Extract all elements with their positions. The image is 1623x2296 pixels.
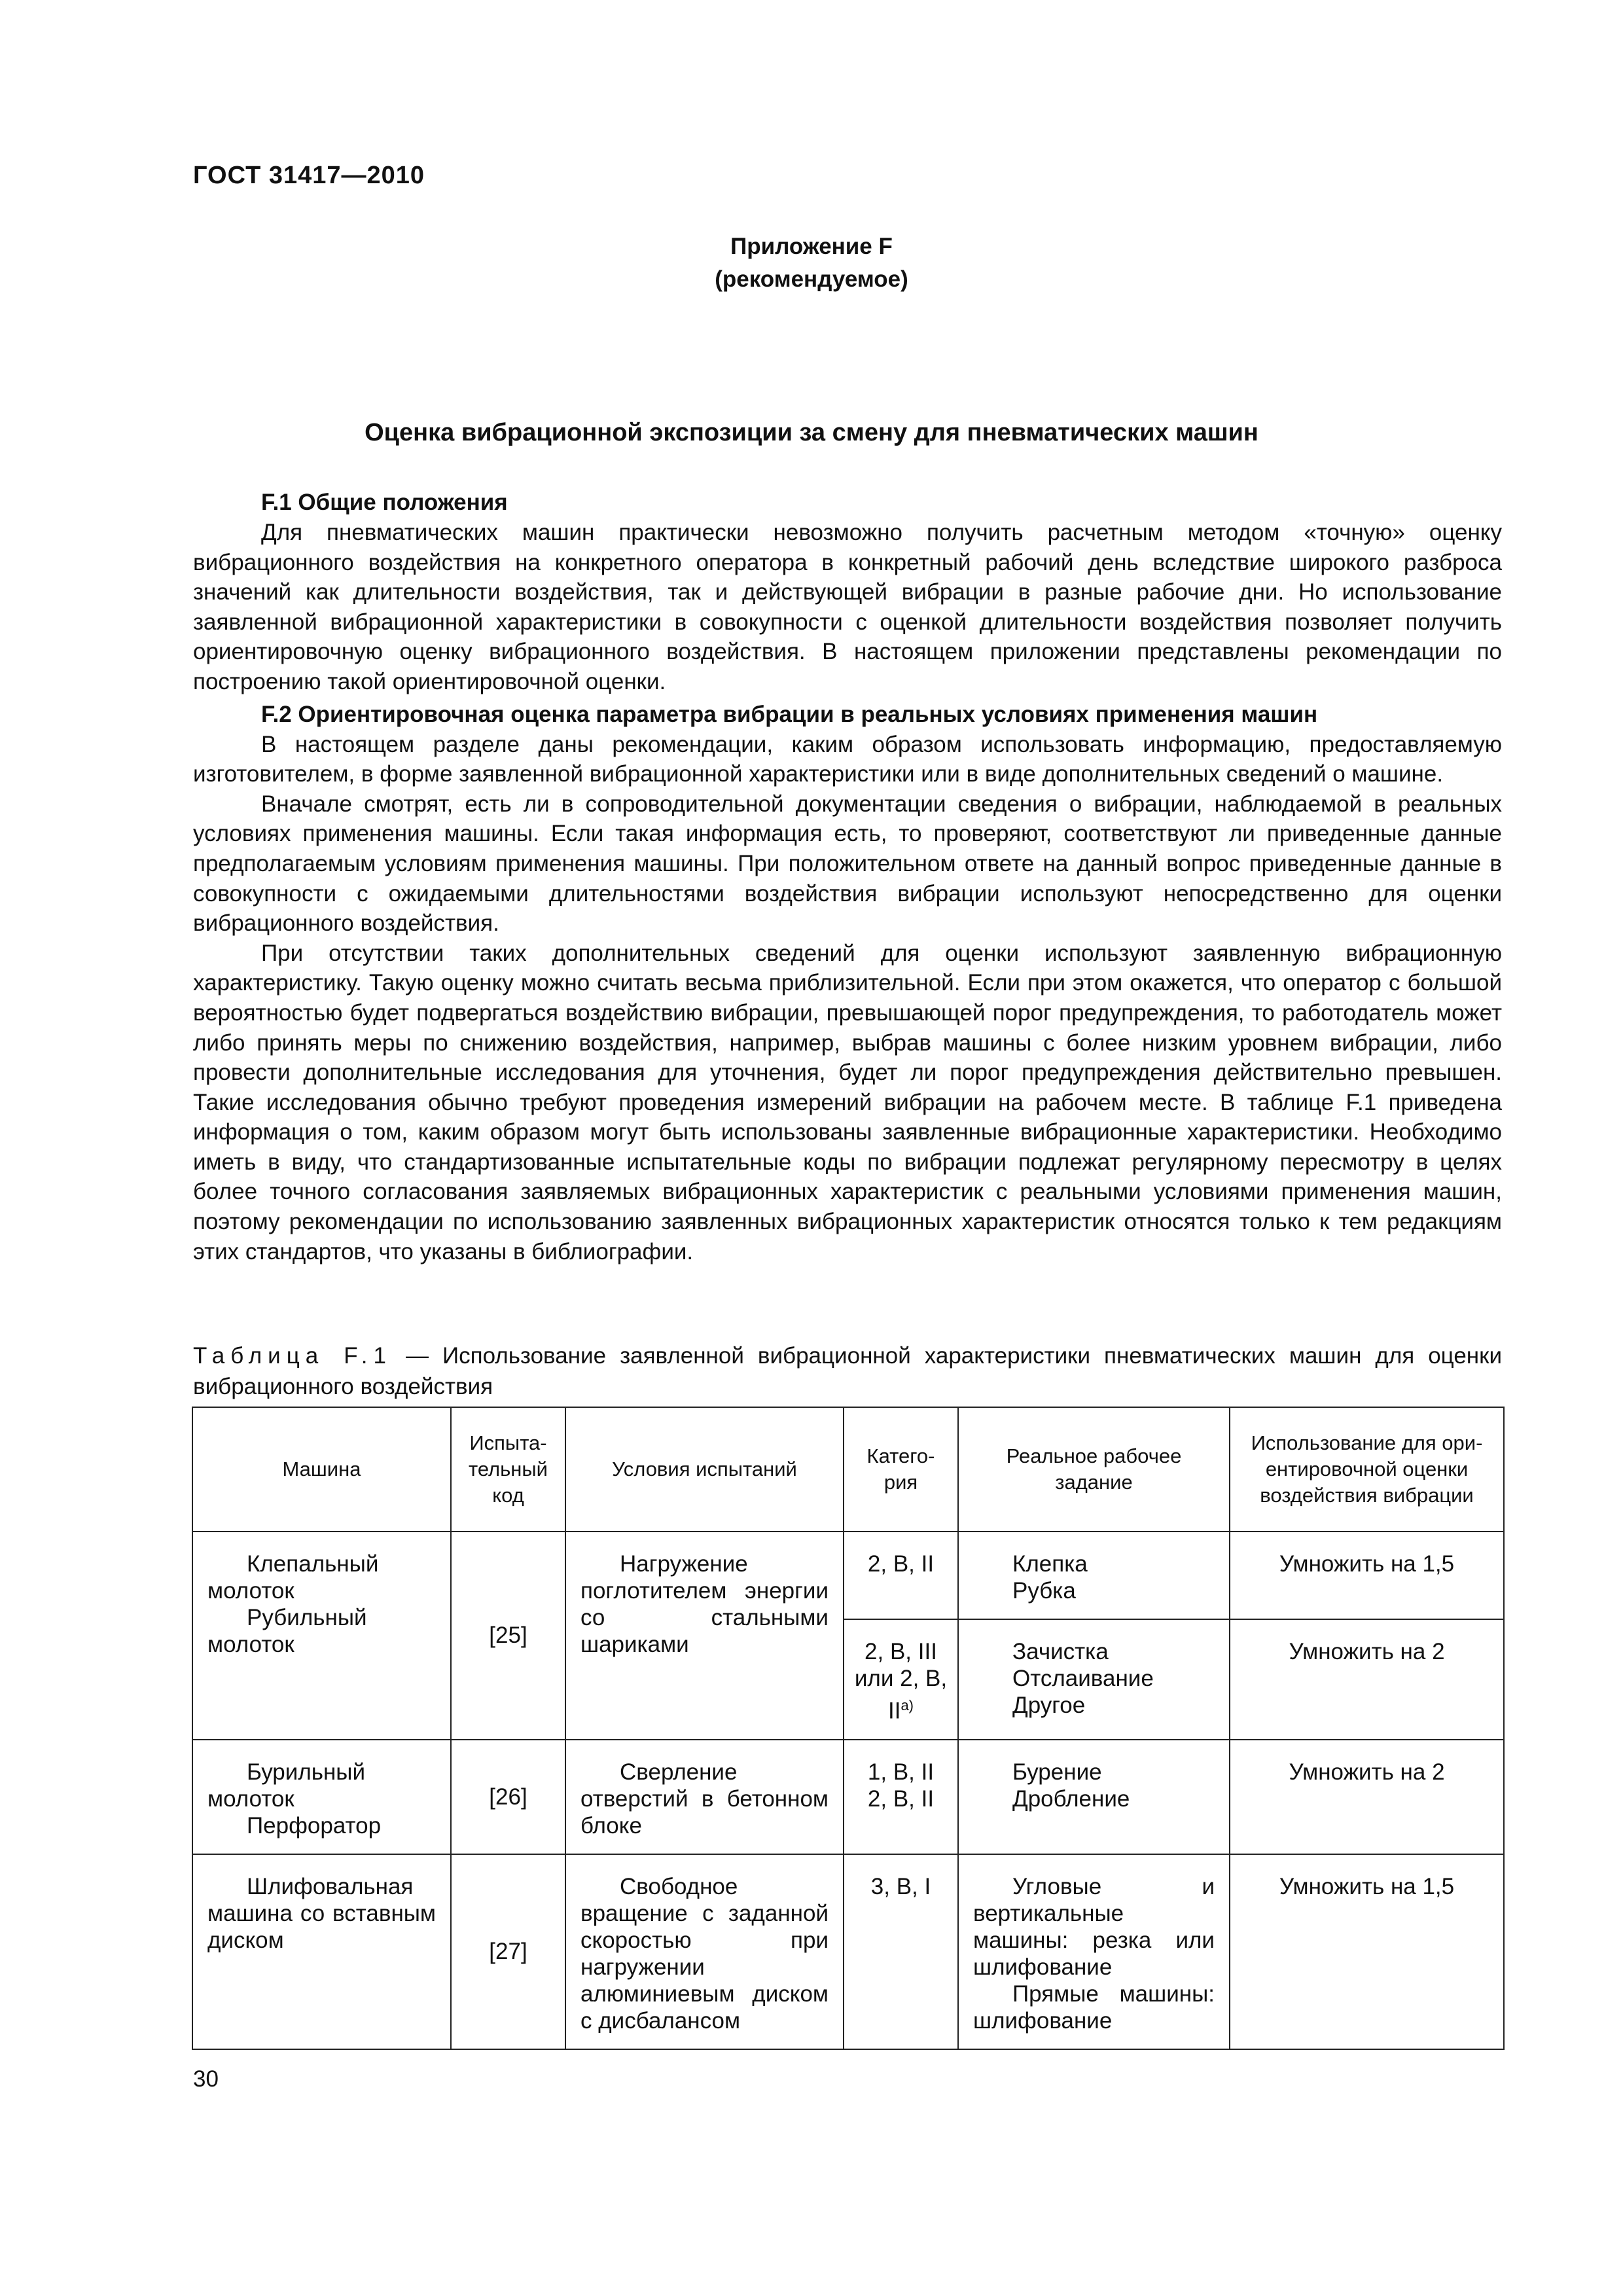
cell-test-conditions: Сверление отверстий в бетонном блоке xyxy=(565,1740,844,1854)
cell-usage: Умножить на 2 xyxy=(1230,1619,1504,1740)
cell-test-code: [25] xyxy=(451,1532,565,1740)
header-usage-line: Использование для ори- xyxy=(1251,1431,1483,1454)
cell-usage: Умножить на 2 xyxy=(1230,1740,1504,1854)
cell-test-conditions: Нагружение поглотителем энергии со стальными шариками xyxy=(565,1532,844,1740)
table-f1 xyxy=(192,1407,1505,2050)
table-container xyxy=(192,1407,1503,2050)
task-item: Отслаивание xyxy=(1012,1666,1154,1691)
machine-name: Бурильный молоток xyxy=(207,1759,366,1812)
category-footnote-mark: a) xyxy=(901,1697,914,1713)
table-row xyxy=(192,1740,1504,1854)
section-f1-heading: F.1 Общие положения xyxy=(261,490,508,515)
cell-category: 2, B, II xyxy=(844,1532,958,1619)
cell-test-code: [26] xyxy=(451,1740,565,1854)
header-test-conditions: Условия испытаний xyxy=(565,1407,844,1532)
table-header-row xyxy=(192,1407,1504,1532)
cell-usage: Умножить на 1,5 xyxy=(1230,1532,1504,1619)
cell-usage: Умножить на 1,5 xyxy=(1230,1854,1504,2049)
header-usage-line: воздействия вибрации xyxy=(1260,1484,1474,1507)
header-test-code-line: Испыта- xyxy=(469,1431,547,1454)
task-item: Клепка xyxy=(1012,1551,1088,1577)
header-test-code-line: тельный xyxy=(468,1458,548,1480)
section-f2-paragraph-3: При отсутствии таких дополнительных сведений для оценки используют заявленную вибрационную характеристику. Такую оценку можно считать весьма приблизительной. Если при этом окажется, что оператор с большой вероятностью будет подвергаться воздействию вибрации, превышающей порог предупреждения, то работодатель может либо принять меры по снижению воздействия, например, выбрав машины с более низким уровнем вибрации, либо провести дополнительные исследования для уточнения, будет ли порог предупреждения действительно превышен. Такие исследования обычно требуют проведения измерений вибрации на рабочем месте. В таблице F.1 приведена информация о том, каким образом могут быть использованы заявленные вибрационные характеристики. Необходимо иметь в виду, что стандартизованные испытательные коды по вибрации подлежат регулярному пересмотру в целях более точного согласования заявляемых вибрационных характеристик с реальными условиями применения машин, поэтому рекомендации по использованию заявленных вибрационных характеристик относятся только к тем редакциям этих стандартов, что указаны в библиографии. xyxy=(193,940,1502,1265)
cell-category: 3, B, I xyxy=(844,1854,958,2049)
header-usage xyxy=(1230,1407,1504,1532)
machine-name: Перфоратор xyxy=(247,1812,382,1839)
appendix-header xyxy=(0,230,1623,296)
machine-name: Рубильный молоток xyxy=(207,1605,367,1657)
category-value: 2, B, III или 2, B, II xyxy=(854,1639,948,1724)
header-test-code-line: код xyxy=(492,1484,524,1507)
body-text xyxy=(193,488,1502,1266)
appendix-status: (рекомендуемое) xyxy=(715,266,908,292)
task-item: Прямые машины: шлифование xyxy=(973,1981,1215,2034)
cell-test-conditions: Свободное вращение с заданной скоростью при нагружении алюминиевым диском с дисбалансом xyxy=(565,1854,844,2049)
cell-real-task xyxy=(958,1619,1230,1740)
section-f1-paragraph: Для пневматических машин практически невозможно получить расчетным методом «точную» оценку вибрационного воздействия на конкретного оператора в конкретный рабочий день вследствие широкого разброса значений как длительности воздействия, так и действующей вибрации в разные рабочие дни. Но использование заявленной вибрационной характеристики в совокупности с оценкой длительности воздействия позволяет получить ориентировочную оценку вибрационного воздействия. В настоящем приложении представлены рекомендации по построению такой ориентировочной оценки. xyxy=(193,520,1502,694)
table-row xyxy=(192,1532,1504,1619)
section-f2-heading: F.2 Ориентировочная оценка параметра вибрации в реальных условиях применения машин xyxy=(261,701,1318,727)
machine-name: Клепальный молоток xyxy=(207,1551,379,1604)
cell-machine: Шлифовальная машина со вставным диском xyxy=(192,1854,451,2049)
table-caption xyxy=(193,1340,1502,1402)
task-item: Рубка xyxy=(1012,1578,1076,1604)
cell-category xyxy=(844,1619,958,1740)
main-heading: Оценка вибрационной экспозиции за смену для пневматических машин xyxy=(365,419,1258,446)
section-f2-paragraph-2: Вначале смотрят, есть ли в сопроводительной документации сведения о вибрации, наблюдаемой в реальных условиях применения машины. Если такая информация есть, то проверяют, соответствуют ли приведенные данные предполагаемым условиям применения машины. При положительном ответе на данный вопрос приведенные данные в совокупности с ожидаемыми длительностями воздействия вибрации используют непосредственно для оценки вибрационного воздействия. xyxy=(193,791,1502,937)
cell-machine xyxy=(192,1740,451,1854)
cell-machine xyxy=(192,1532,451,1740)
appendix-title: Приложение F xyxy=(730,234,893,259)
table-caption-label: Таблица F.1 xyxy=(193,1343,392,1369)
table-row xyxy=(192,1854,1504,2049)
header-real-task xyxy=(958,1407,1230,1532)
task-item: Дробление xyxy=(1012,1785,1130,1812)
header-category-line: Катего- xyxy=(866,1444,935,1467)
header-category-line: рия xyxy=(883,1471,918,1494)
cell-category: 1, B, II 2, B, II xyxy=(844,1740,958,1854)
cell-test-code: [27] xyxy=(451,1854,565,2049)
section-f2-paragraph-1: В настоящем разделе даны рекомендации, каким образом использовать информацию, предоставляемую изготовителем, в форме заявленной вибрационной характеристики или в виде дополнительных сведений о машине. xyxy=(193,731,1502,787)
header-real-task-line: Реальное рабочее xyxy=(1006,1444,1182,1467)
header-real-task-line: задание xyxy=(1055,1471,1133,1494)
header-category xyxy=(844,1407,958,1532)
cell-real-task xyxy=(958,1854,1230,2049)
task-item: Другое xyxy=(1012,1693,1086,1718)
header-machine: Машина xyxy=(192,1407,451,1532)
table-caption-text: — Использование заявленной вибрационной характеристики пневматических машин для оценки вибрационного воздействия xyxy=(193,1343,1502,1399)
cell-real-task xyxy=(958,1532,1230,1619)
header-test-code xyxy=(451,1407,565,1532)
task-item: Угловые и вертикальные машины: резка или шлифование xyxy=(973,1873,1215,1980)
header-usage-line: ентировочной оценки xyxy=(1265,1458,1469,1480)
cell-real-task xyxy=(958,1740,1230,1854)
task-item: Зачистка xyxy=(1012,1639,1109,1664)
page-number: 30 xyxy=(193,2066,219,2092)
task-item: Бурение xyxy=(1012,1759,1102,1785)
document-code: ГОСТ 31417—2010 xyxy=(193,162,425,189)
